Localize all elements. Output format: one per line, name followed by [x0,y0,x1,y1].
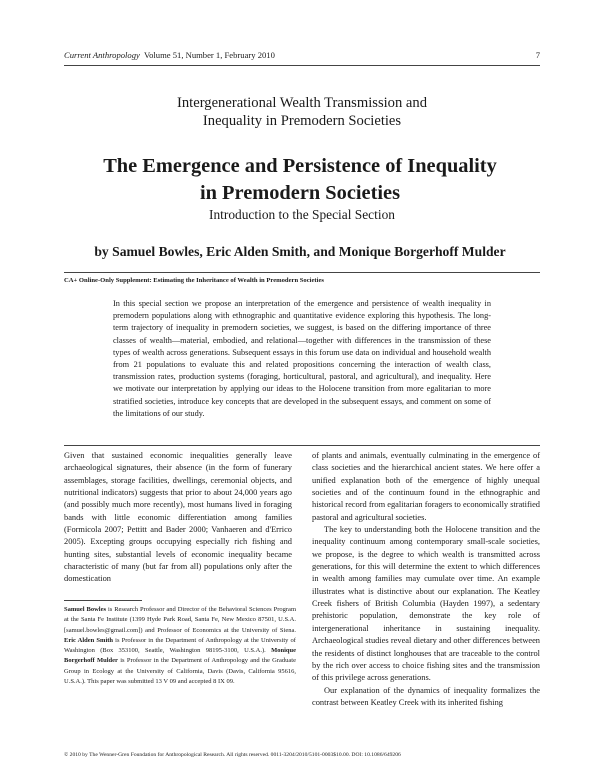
body-paragraph: of plants and animals, eventually culminating in the emergence of class societies and the hierarchical ancient states. We here offer a unified explanation both of the emergence of highly unequal societies and of the continuum found in the ethnographic and historical record from egalitarian foragers to economically stratified pastoral and agricultural societies. [312,451,540,522]
article-title-line-1: The Emergence and Persistence of Inequality [103,155,497,177]
body-paragraph: Our explanation of the dynamics of inequality formalizes the contrast between Keatley Creek with its inherited fishing [312,685,540,707]
body-paragraph: Given that sustained economic inequalities generally leave archaeological signatures, their absence (in the form of funerary assemblages, storage facilities, dwellings, ceremonial objects, and nutritional indicators) suggests that prior to about 24,000 years ago (and possibly much more recently), most humans lived in foraging bands with little economic differentiation among families (Formicola 2007; Pettitt and Bader 2000; Vanhaeren and d'Errico 2005). Excepting groups occupying especially rich fishing and hunting sites, substantial levels of economic inequality became characteristic of many (but far from all) populations only after the domestication [64,451,292,584]
article-subtitle: Introduction to the Special Section [209,207,395,222]
running-head [64,50,540,62]
journal-name: Current Anthropology [64,50,140,60]
body-rule [64,445,540,446]
section-title-line-2: Inequality in Premodern Societies [202,113,402,129]
footnote-rule [64,600,142,601]
copyright-line: © 2010 by The Wenner-Gren Foundation for Anthropological Research. All rights reserved. 0011-3204/2010/5101-0003$10.00. DOI: 10.1086/649206 [64,752,401,758]
author-affiliation: is Professor in the Department of Anthropology and the Graduate Group in Ecology at the University of California, Davis (Davis, California 95616, U.S.A.). This paper was submitted 13 V 09 and accepted 8 IX 09. [64,657,296,686]
body-paragraph: The key to understanding both the Holocene transition and the inequality continuum among contemporary small-scale societies, we propose, is the degree to which wealth is transmitted across generations, for this will determine the extent to which differences in wealth among families may cumulate over time. An example illustrates what is distinctive about our explanation. The Keatley Creek fishers of British Columbia (Hayden 1997), a sedentary prehistoric population, demonstrate the key role of intergenerational inheritance in sustaining inequality. Archaeological studies reveal dietary and other differences between the residents of distinct longhouses that are traceable to the control by the rich over access to choice fishing sites and the transmission of this privilege across generations. [312,525,540,683]
body-column-right [312,450,540,709]
article-title [40,153,560,207]
supplement-link[interactable]: CA+ Online-Only Supplement: Estimating the Inheritance of Wealth in Premodern Societies [64,277,324,284]
author-name: Samuel Bowles [64,606,107,613]
supplement-rule [64,272,540,273]
section-title [64,94,540,130]
author-affiliation-note [64,605,296,687]
author-affiliation: is Professor in the Department of Anthropology at the University of Washington (Box 353100, Seattle, Washington 98195-3100, U.S.A.). [64,636,296,655]
author-name: Eric Alden Smith [64,636,114,644]
body-column-left [64,450,292,586]
section-title-line-1: Intergenerational Wealth Transmission and [177,95,427,111]
article-title-line-2: in Premodern Societies [199,182,401,204]
header-rule [64,65,540,66]
page-number: 7 [535,50,540,60]
issue-info: Volume 51, Number 1, February 2010 [144,50,275,60]
author-byline: by Samuel Bowles, Eric Alden Smith, and Monique Borgerhoff Mulder [94,244,506,259]
author-affiliation: is Research Professor and Director of the Behavioral Sciences Program at the Santa Fe Institute (1399 Hyde Park Road, Santa Fe, New Mexico 87501, U.S.A. [samuel.bowles@gmail.com]) and Professor of Economics at the University of Siena. [64,606,296,634]
abstract: In this special section we propose an interpretation of the emergence and persistence of wealth inequality in premodern populations along with ethnographic and quantitative evidence exploring this hypothesis. The long-term trajectory of inequality in premodern societies, we suggest, is based on the differing importance of three classes of wealth—material, embodied, and relational—together with differences in the transmission of these types of wealth across generations. Subsequent essays in this forum use data on individual and household wealth from 21 populations to evaluate this and related propositions concerning the interaction of wealth class, transmission rates, production systems (foraging, horticultural, pastoral, and agricultural), and inequality. Here we motivate our interpretation by applying our ideas to the Holocene transition from more egalitarian to more stratified societies, introduce key concepts that are developed in the subsequent essays, and comment on some of the limitations of our study. [113,299,491,418]
author-name: Monique Borgerhoff Mulder [64,647,296,665]
